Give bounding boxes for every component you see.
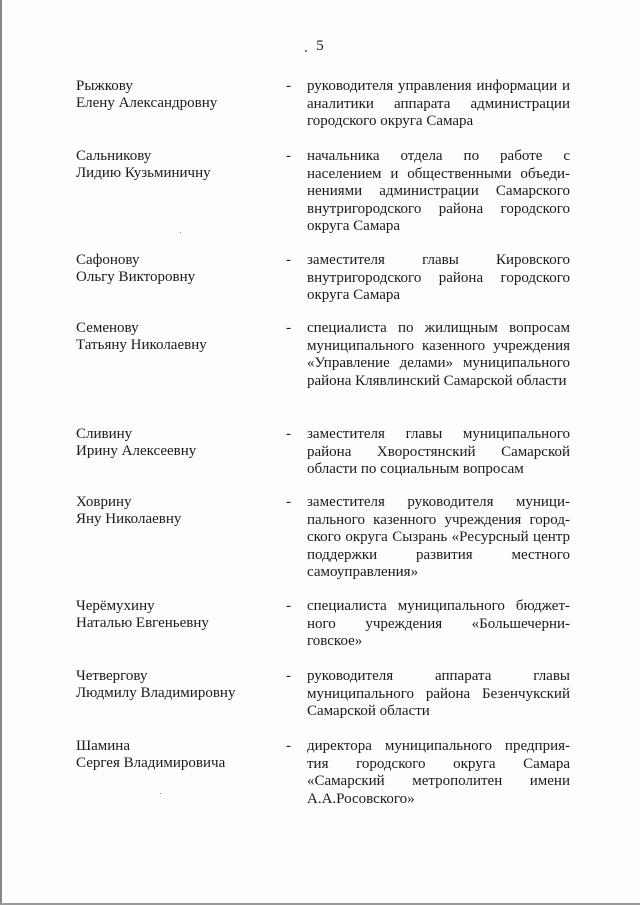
appointee-position: директора муниципального предприя-тия городского округа Самара «Самарский метрополитен имени А.А.Росовского» (307, 738, 570, 807)
dash-separator: - (286, 738, 291, 754)
page-number: 5 (316, 38, 324, 54)
dash-separator: - (286, 426, 291, 442)
appointee-surname: Черёмухину (76, 598, 155, 614)
appointee-position: специалиста по жилищным вопросам муниципального казенного учреждения «Управление делами» муниципального района Клявлинский Самарской области (307, 320, 570, 389)
appointee-given-names: Наталью Евгеньевну (76, 615, 209, 631)
appointee-name (76, 320, 276, 354)
appointee-position: заместителя главы муниципального района Хворостянский Самарской области по социальным вопросам (307, 426, 570, 477)
dash-separator: - (286, 252, 291, 268)
appointee-surname: Сальникову (76, 148, 152, 164)
appointee-surname: Рыжкову (76, 78, 133, 94)
appointee-surname: Шамина (76, 738, 130, 754)
dash-separator: - (286, 598, 291, 614)
appointee-surname: Четвергову (76, 668, 148, 684)
appointee-surname: Ховрину (76, 494, 132, 510)
appointee-position: руководителя аппарата главы муниципального района Безенчукский Самарской области (307, 668, 570, 719)
scan-speck (160, 793, 161, 794)
appointee-position: руководителя управления информации и аналитики аппарата администрации городского округа Самара (307, 78, 570, 129)
appointee-given-names: Елену Александровну (76, 95, 218, 111)
appointee-given-names: Лидию Кузьминичну (76, 165, 211, 181)
appointee-name (76, 668, 276, 702)
dash-separator: - (286, 320, 291, 336)
dash-separator: - (286, 494, 291, 510)
appointee-name (76, 426, 276, 460)
dash-separator: - (286, 668, 291, 684)
scan-left-edge (0, 0, 2, 905)
appointee-given-names: Яну Николаевну (76, 511, 182, 527)
appointee-position: заместителя руководителя муници-пального казенного учреждения город-ского округа Сызрань «Ресурсный центр поддержки развития местного самоуправления» (307, 494, 570, 580)
appointee-given-names: Татьяну Николаевну (76, 337, 207, 353)
appointee-given-names: Людмилу Владимировну (76, 685, 236, 701)
appointee-name (76, 494, 276, 528)
dash-separator: - (286, 148, 291, 164)
appointee-position: специалиста муниципального бюджет-ного учреждения «Большечерни-говское» (307, 598, 570, 649)
appointee-name (76, 598, 276, 632)
appointee-name (76, 78, 276, 112)
appointee-name (76, 252, 276, 286)
appointee-given-names: Сергея Владимировича (76, 755, 226, 771)
appointee-given-names: Ольгу Викторовну (76, 269, 196, 285)
appointee-name (76, 738, 276, 772)
dash-separator: - (286, 78, 291, 94)
appointee-position: начальника отдела по работе с населением и общественными объеди-нениями администрации Самарского внутригородского района городского округа Самара (307, 148, 570, 234)
appointee-surname: Сливину (76, 426, 133, 442)
appointee-name (76, 148, 276, 182)
appointee-surname: Семенову (76, 320, 139, 336)
appointee-surname: Сафонову (76, 252, 140, 268)
appointee-given-names: Ирину Алексеевну (76, 443, 197, 459)
appointee-position: заместителя главы Кировского внутригородского района городского округа Самара (307, 252, 570, 303)
scan-speck (180, 232, 181, 233)
